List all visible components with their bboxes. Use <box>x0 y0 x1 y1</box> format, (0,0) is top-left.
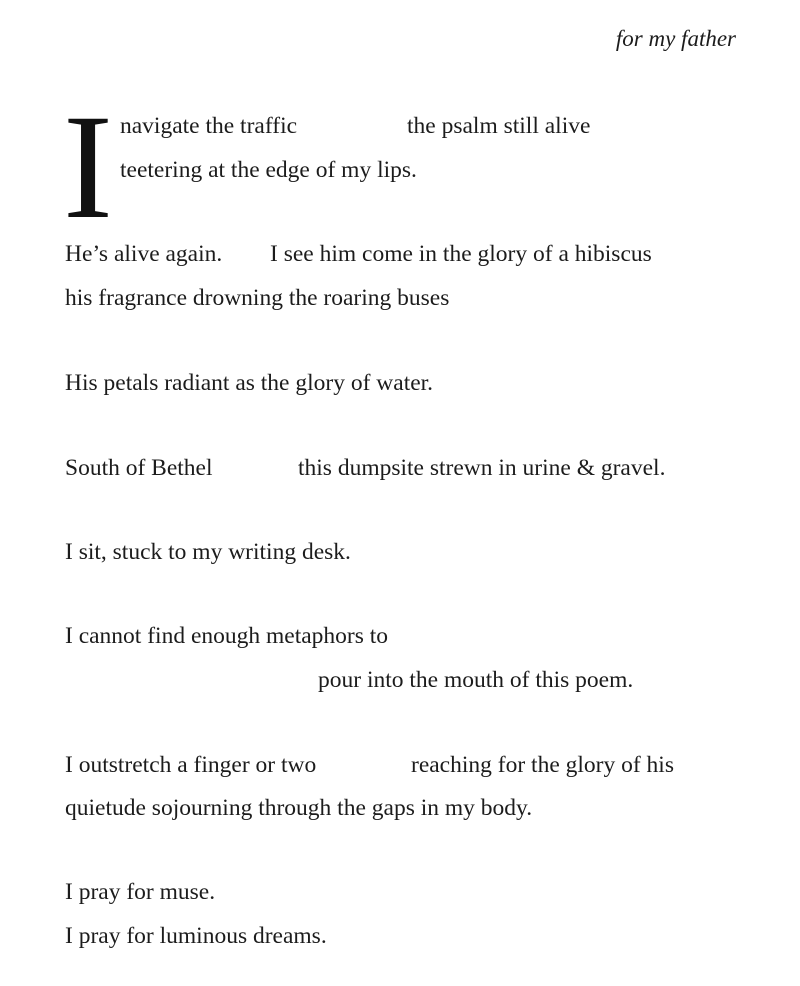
stanza5-line1: I sit, stuck to my writing desk. <box>65 539 351 565</box>
stanza7-line1-part1: I outstretch a finger or two <box>65 752 317 778</box>
stanza1-line1-part2: the psalm still alive <box>407 113 591 139</box>
stanza2-line2: his fragrance drowning the roaring buses <box>65 285 450 311</box>
stanza6-line1: I cannot find enough metaphors to <box>65 623 389 649</box>
stanza8-line2: I pray for luminous dreams. <box>65 923 327 949</box>
stanza2-line1-part1: He’s alive again. <box>65 241 223 267</box>
stanza3-line1: His petals radiant as the glory of water. <box>65 370 434 396</box>
stanza4-line1-part2: this dumpsite strewn in urine & gravel. <box>298 455 666 481</box>
dedication: for my father <box>615 26 736 51</box>
stanza1-line1-part1: navigate the traffic <box>120 113 298 139</box>
stanza7-line2: quietude sojourning through the gaps in my body. <box>65 795 533 821</box>
stanza8-line1: I pray for muse. <box>65 879 216 905</box>
stanza2-line1-part2: I see him come in the glory of a hibiscus <box>270 241 652 267</box>
stanza4-line1-part1: South of Bethel <box>65 455 213 481</box>
stanza6-line2: pour into the mouth of this poem. <box>318 667 634 693</box>
stanza7-line1-part2: reaching for the glory of his <box>411 752 674 778</box>
drop-cap: I <box>63 84 113 250</box>
stanza1-line2: teetering at the edge of my lips. <box>120 157 417 183</box>
